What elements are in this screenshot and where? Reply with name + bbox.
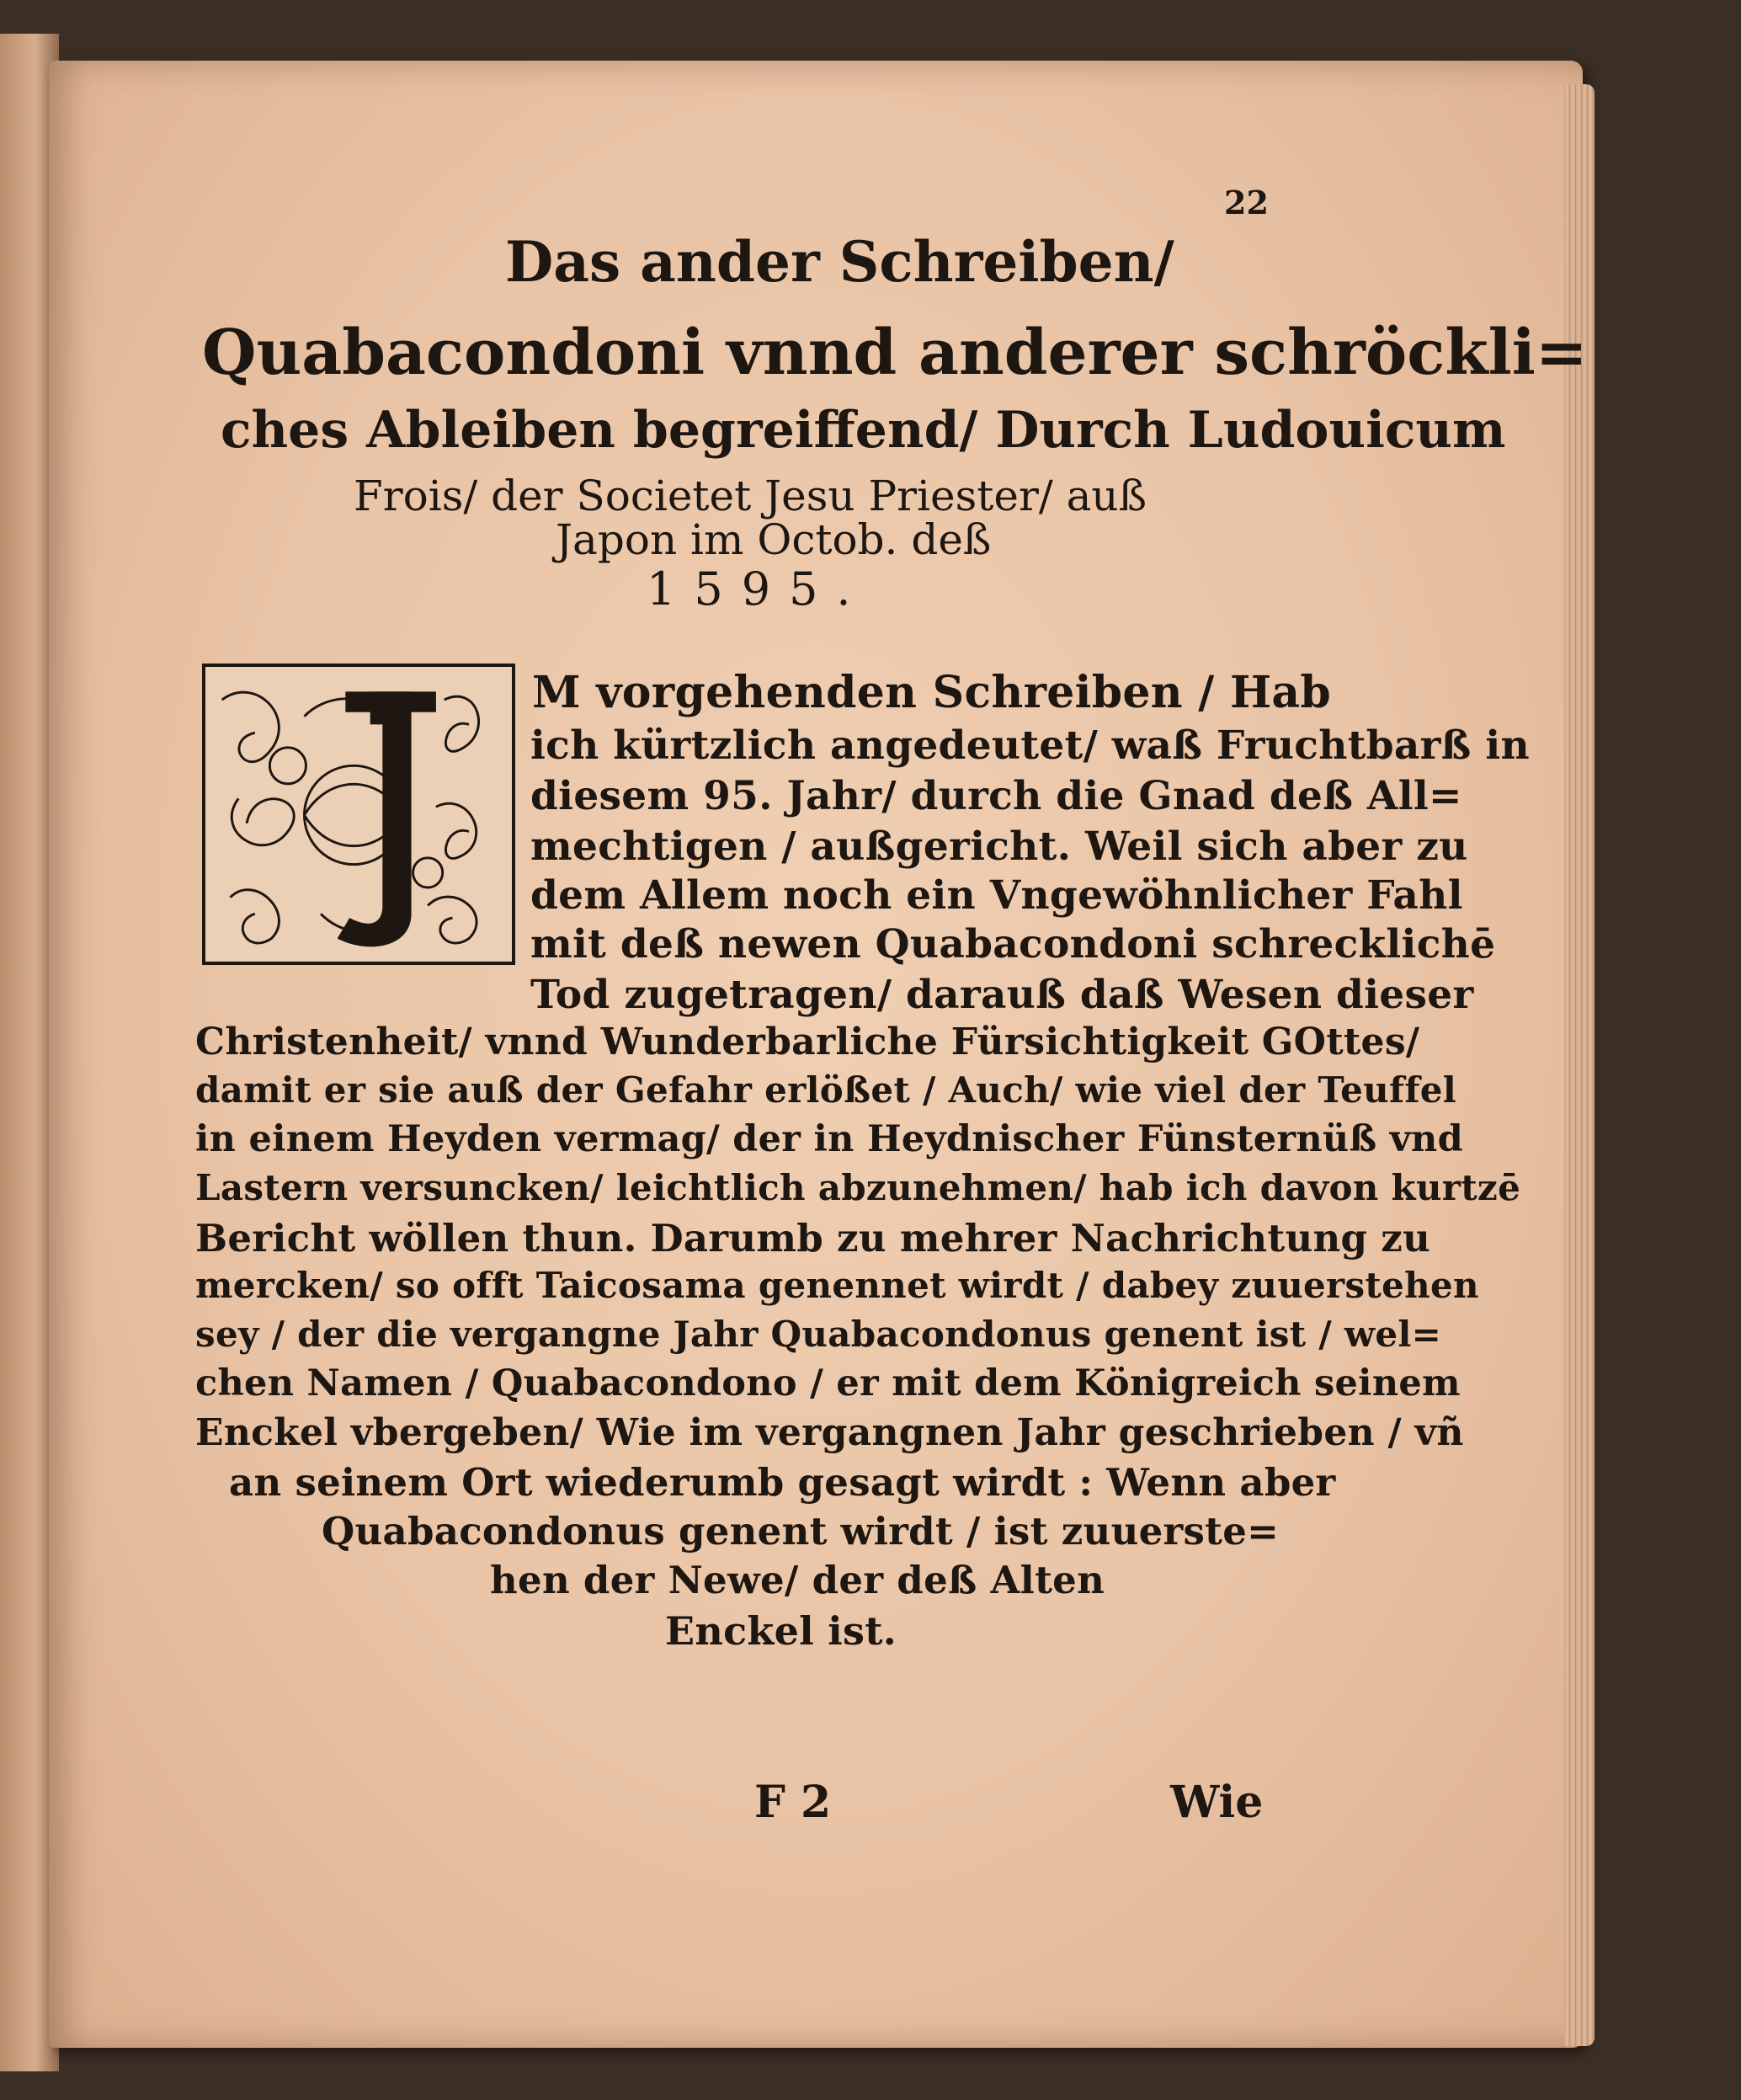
body-line-8: Christenheit/ vnnd Wunderbarliche Fürsichtigkeit GOttes/ — [195, 1021, 1420, 1063]
title-line-4: Frois/ der Societet Jesu Priester/ auß — [354, 472, 1147, 520]
ornament-initial-icon — [205, 667, 512, 962]
body-line-17: an seinem Ort wiederumb gesagt wirdt : Wenn aber — [229, 1460, 1336, 1505]
title-line-1: Das ander Schreiben/ — [505, 229, 1174, 295]
body-line-7: Tod zugetragen/ darauß daß Wesen dieser — [530, 972, 1474, 1018]
body-line-10: in einem Heyden vermag/ der in Heydnischer Fünsternüß vnd — [195, 1118, 1463, 1160]
body-line-18: Quabacondonus genent wirdt / ist zuuerste= — [322, 1509, 1280, 1554]
body-line-9: damit er sie auß der Gefahr erlößet / Auch/ wie viel der Teuffel — [195, 1069, 1456, 1111]
body-line-4: mechtigen / außgericht. Weil sich aber zu — [530, 823, 1468, 870]
body-line-14: sey / der die vergangne Jahr Quabacondonus genent ist / wel= — [195, 1314, 1442, 1355]
body-line-13: mercken/ so offt Taicosama genennet wirdt / dabey zuuerstehen — [195, 1265, 1479, 1306]
body-line-12: Bericht wöllen thun. Darumb zu mehrer Nachrichtung zu — [195, 1216, 1431, 1261]
body-line-2: ich kürtzlich angedeutet/ waß Fruchtbarß in — [530, 722, 1530, 769]
page-number: 22 — [1224, 184, 1269, 221]
title-line-5: Japon im Octob. deß — [556, 515, 992, 564]
body-line-11: Lastern versuncken/ leichtlich abzunehmen/ hab ich davon kurtzē — [195, 1167, 1521, 1208]
body-line-19: hen der Newe/ der deß Alten — [490, 1558, 1105, 1602]
body-line-5: dem Allem noch ein Vngewöhnlicher Fahl — [530, 872, 1463, 919]
body-line-15: chen Namen / Quabacondono / er mit dem Königreich seinem — [195, 1362, 1461, 1404]
signature-mark: F 2 — [754, 1777, 832, 1828]
title-year: 1595. — [647, 562, 870, 616]
body-line-6: mit deß newen Quabacondoni schrecklichē — [530, 921, 1496, 967]
body-line-3: diesem 95. Jahr/ durch die Gnad deß All= — [530, 773, 1462, 819]
body-line-1: M vorgehenden Schreiben / Hab — [532, 667, 1332, 718]
title-line-2: Quabacondoni vnnd anderer schröckli= — [202, 317, 1588, 389]
body-line-20: Enckel ist. — [665, 1608, 897, 1654]
catchword: Wie — [1170, 1777, 1264, 1828]
decorated-initial — [202, 664, 515, 965]
title-line-3: ches Ableiben begreiffend/ Durch Ludouicum — [221, 401, 1506, 460]
body-line-16: Enckel vbergeben/ Wie im vergangnen Jahr geschrieben / vñ — [195, 1411, 1464, 1454]
